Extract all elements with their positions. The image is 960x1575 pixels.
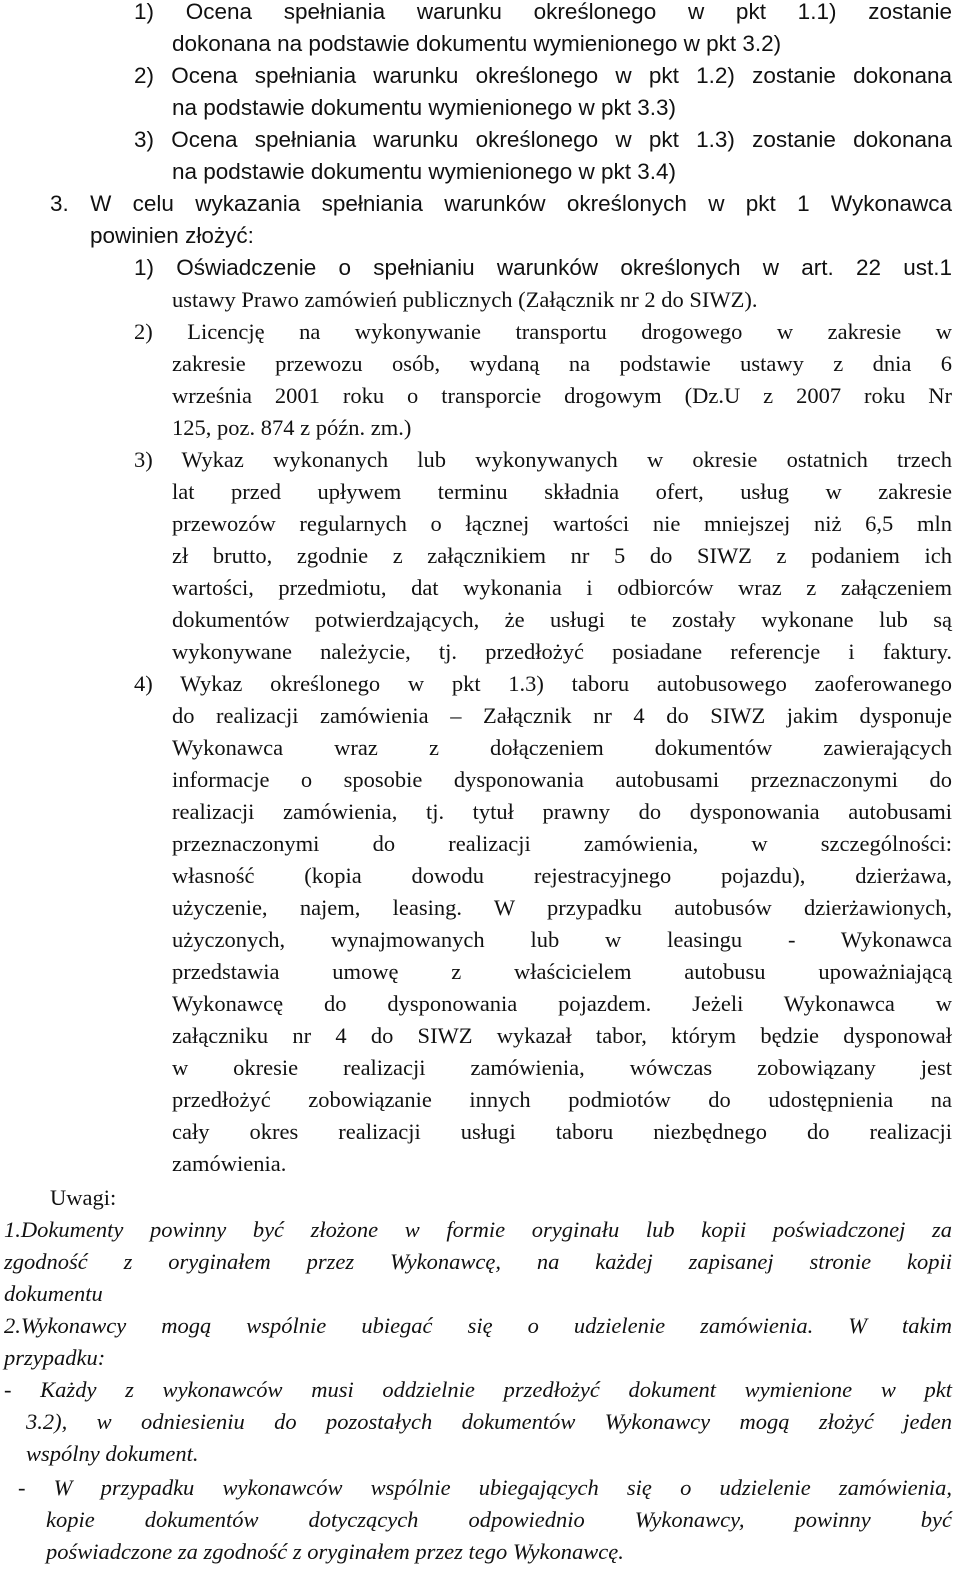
section-3-heading-line-2: powinien złożyć:	[90, 223, 254, 248]
section-3-item-1-line-1: 1) Oświadczenie o spełnianiu warunków określonych w art. 22 ust.1	[134, 255, 952, 280]
section-3-item-4-line-8: użyczenie, najem, leasing. W przypadku autobusów dzierżawionych,	[172, 895, 952, 920]
section-3-item-4-line-5: realizacji zamówienia, tj. tytuł prawny do dysponowania autobusami	[172, 799, 952, 824]
section-3-item-4-line-6: przeznaczonymi do realizacji zamówienia, w szczególności:	[172, 831, 952, 856]
notes-line-7: 3.2), w odniesieniu do pozostałych dokumentów Wykonawcy mogą złożyć jeden	[26, 1409, 952, 1434]
notes-line-4: 2.Wykonawcy mogą wspólnie ubiegać się o udzielenie zamówienia. W takim	[4, 1313, 952, 1338]
section-3-item-3-line-4: zł brutto, zgodnie z załącznikiem nr 5 do SIWZ z podaniem ich	[172, 543, 952, 568]
section-3-item-3-line-2: lat przed upływem terminu składnia ofert, usług w zakresie	[172, 479, 952, 504]
section-3-item-3-line-1: 3) Wykaz wykonanych lub wykonywanych w okresie ostatnich trzech	[134, 447, 952, 472]
section-3-item-4-line-9: użyczonych, wynajmowanych lub w leasingu - Wykonawca	[172, 927, 952, 952]
section-3-item-3-line-5: wartości, przedmiotu, dat wykonania i odbiorców wraz z załączeniem	[172, 575, 952, 600]
notes-line-2: zgodność z oryginałem przez Wykonawcę, na każdej zapisanej stronie kopii	[4, 1249, 952, 1274]
section-3-item-4-line-12: załączniku nr 4 do SIWZ wykazał tabor, którym będzie dysponował	[172, 1023, 952, 1048]
section-3-item-3-line-6: dokumentów potwierdzających, że usługi te zostały wykonane lub są	[172, 607, 952, 632]
notes-line-1: 1.Dokumenty powinny być złożone w formie oryginału lub kopii poświadczonej za	[4, 1217, 952, 1242]
section-3-item-4-line-16: zamówienia.	[172, 1151, 287, 1176]
section-3-item-2-line-2: zakresie przewozu osób, wydaną na podstawie ustawy z dnia 6	[172, 351, 952, 376]
notes-line-9: - W przypadku wykonawców wspólnie ubiegających się o udzielenie zamówienia,	[18, 1475, 952, 1500]
notes-line-6: - Każdy z wykonawców musi oddzielnie przedłożyć dokument wymienione w pkt	[4, 1377, 952, 1402]
section-3-item-4-line-10: przedstawia umowę z właścicielem autobusu upoważniającą	[172, 959, 952, 984]
notes-line-11: poświadczone za zgodność z oryginałem przez tego Wykonawcę.	[46, 1539, 624, 1564]
top-list-item-3-line-1: 3) Ocena spełniania warunku określonego w pkt 1.3) zostanie dokonana	[134, 127, 952, 152]
section-3-item-4-line-15: cały okres realizacji usługi taboru niezbędnego do realizacji	[172, 1119, 952, 1144]
section-3-item-1-line-2: ustawy Prawo zamówień publicznych (Załącznik nr 2 do SIWZ).	[172, 287, 758, 312]
top-list-item-2-line-1: 2) Ocena spełniania warunku określonego w pkt 1.2) zostanie dokonana	[134, 63, 952, 88]
section-3-item-2-line-3: września 2001 roku o transporcie drogowym (Dz.U z 2007 roku Nr	[172, 383, 952, 408]
section-3-item-3-line-3: przewozów regularnych o łącznej wartości nie mniejszej niż 6,5 mln	[172, 511, 952, 536]
section-3-item-4-line-7: własność (kopia dowodu rejestracyjnego pojazdu), dzierżawa,	[172, 863, 952, 888]
section-3-item-4-line-4: informacje o sposobie dysponowania autobusami przeznaczonymi do	[172, 767, 952, 792]
section-3-item-4-line-2: do realizacji zamówienia – Załącznik nr 4 do SIWZ jakim dysponuje	[172, 703, 952, 728]
section-3-item-4-line-13: w okresie realizacji zamówienia, wówczas zobowiązany jest	[172, 1055, 952, 1080]
section-3-item-2-line-1: 2) Licencję na wykonywanie transportu drogowego w zakresie w	[134, 319, 952, 344]
section-3-item-4-line-14: przedłożyć zobowiązanie innych podmiotów do udostępnienia na	[172, 1087, 952, 1112]
top-list-item-2-line-2: na podstawie dokumentu wymienionego w pkt 3.3)	[172, 95, 677, 120]
notes-line-5: przypadku:	[4, 1345, 106, 1370]
section-3-item-4-line-3: Wykonawca wraz z dołączeniem dokumentów zawierających	[172, 735, 952, 760]
notes-line-10: kopie dokumentów dotyczących odpowiednio Wykonawcy, powinny być	[46, 1507, 952, 1532]
top-list-item-3-line-2: na podstawie dokumentu wymienionego w pkt 3.4)	[172, 159, 677, 184]
section-3-item-4-line-11: Wykonawcę do dysponowania pojazdem. Jeżeli Wykonawca w	[172, 991, 952, 1016]
notes-line-3: dokumentu	[4, 1281, 103, 1306]
notes-line-8: wspólny dokument.	[26, 1441, 199, 1466]
section-3-item-4-line-1: 4) Wykaz określonego w pkt 1.3) taboru autobusowego zaoferowanego	[134, 671, 952, 696]
notes-heading: Uwagi:	[50, 1185, 117, 1210]
section-3-heading-line-1: 3. W celu wykazania spełniania warunków określonych w pkt 1 Wykonawca	[50, 191, 952, 216]
top-list-item-1-line-2: dokonana na podstawie dokumentu wymienionego w pkt 3.2)	[172, 31, 782, 56]
section-3-item-3-line-7: wykonywane należycie, tj. przedłożyć posiadane referencje i faktury.	[172, 639, 952, 664]
section-3-item-2-line-4: 125, poz. 874 z późn. zm.)	[172, 415, 412, 440]
top-list-item-1-line-1: 1) Ocena spełniania warunku określonego w pkt 1.1) zostanie	[134, 0, 952, 24]
